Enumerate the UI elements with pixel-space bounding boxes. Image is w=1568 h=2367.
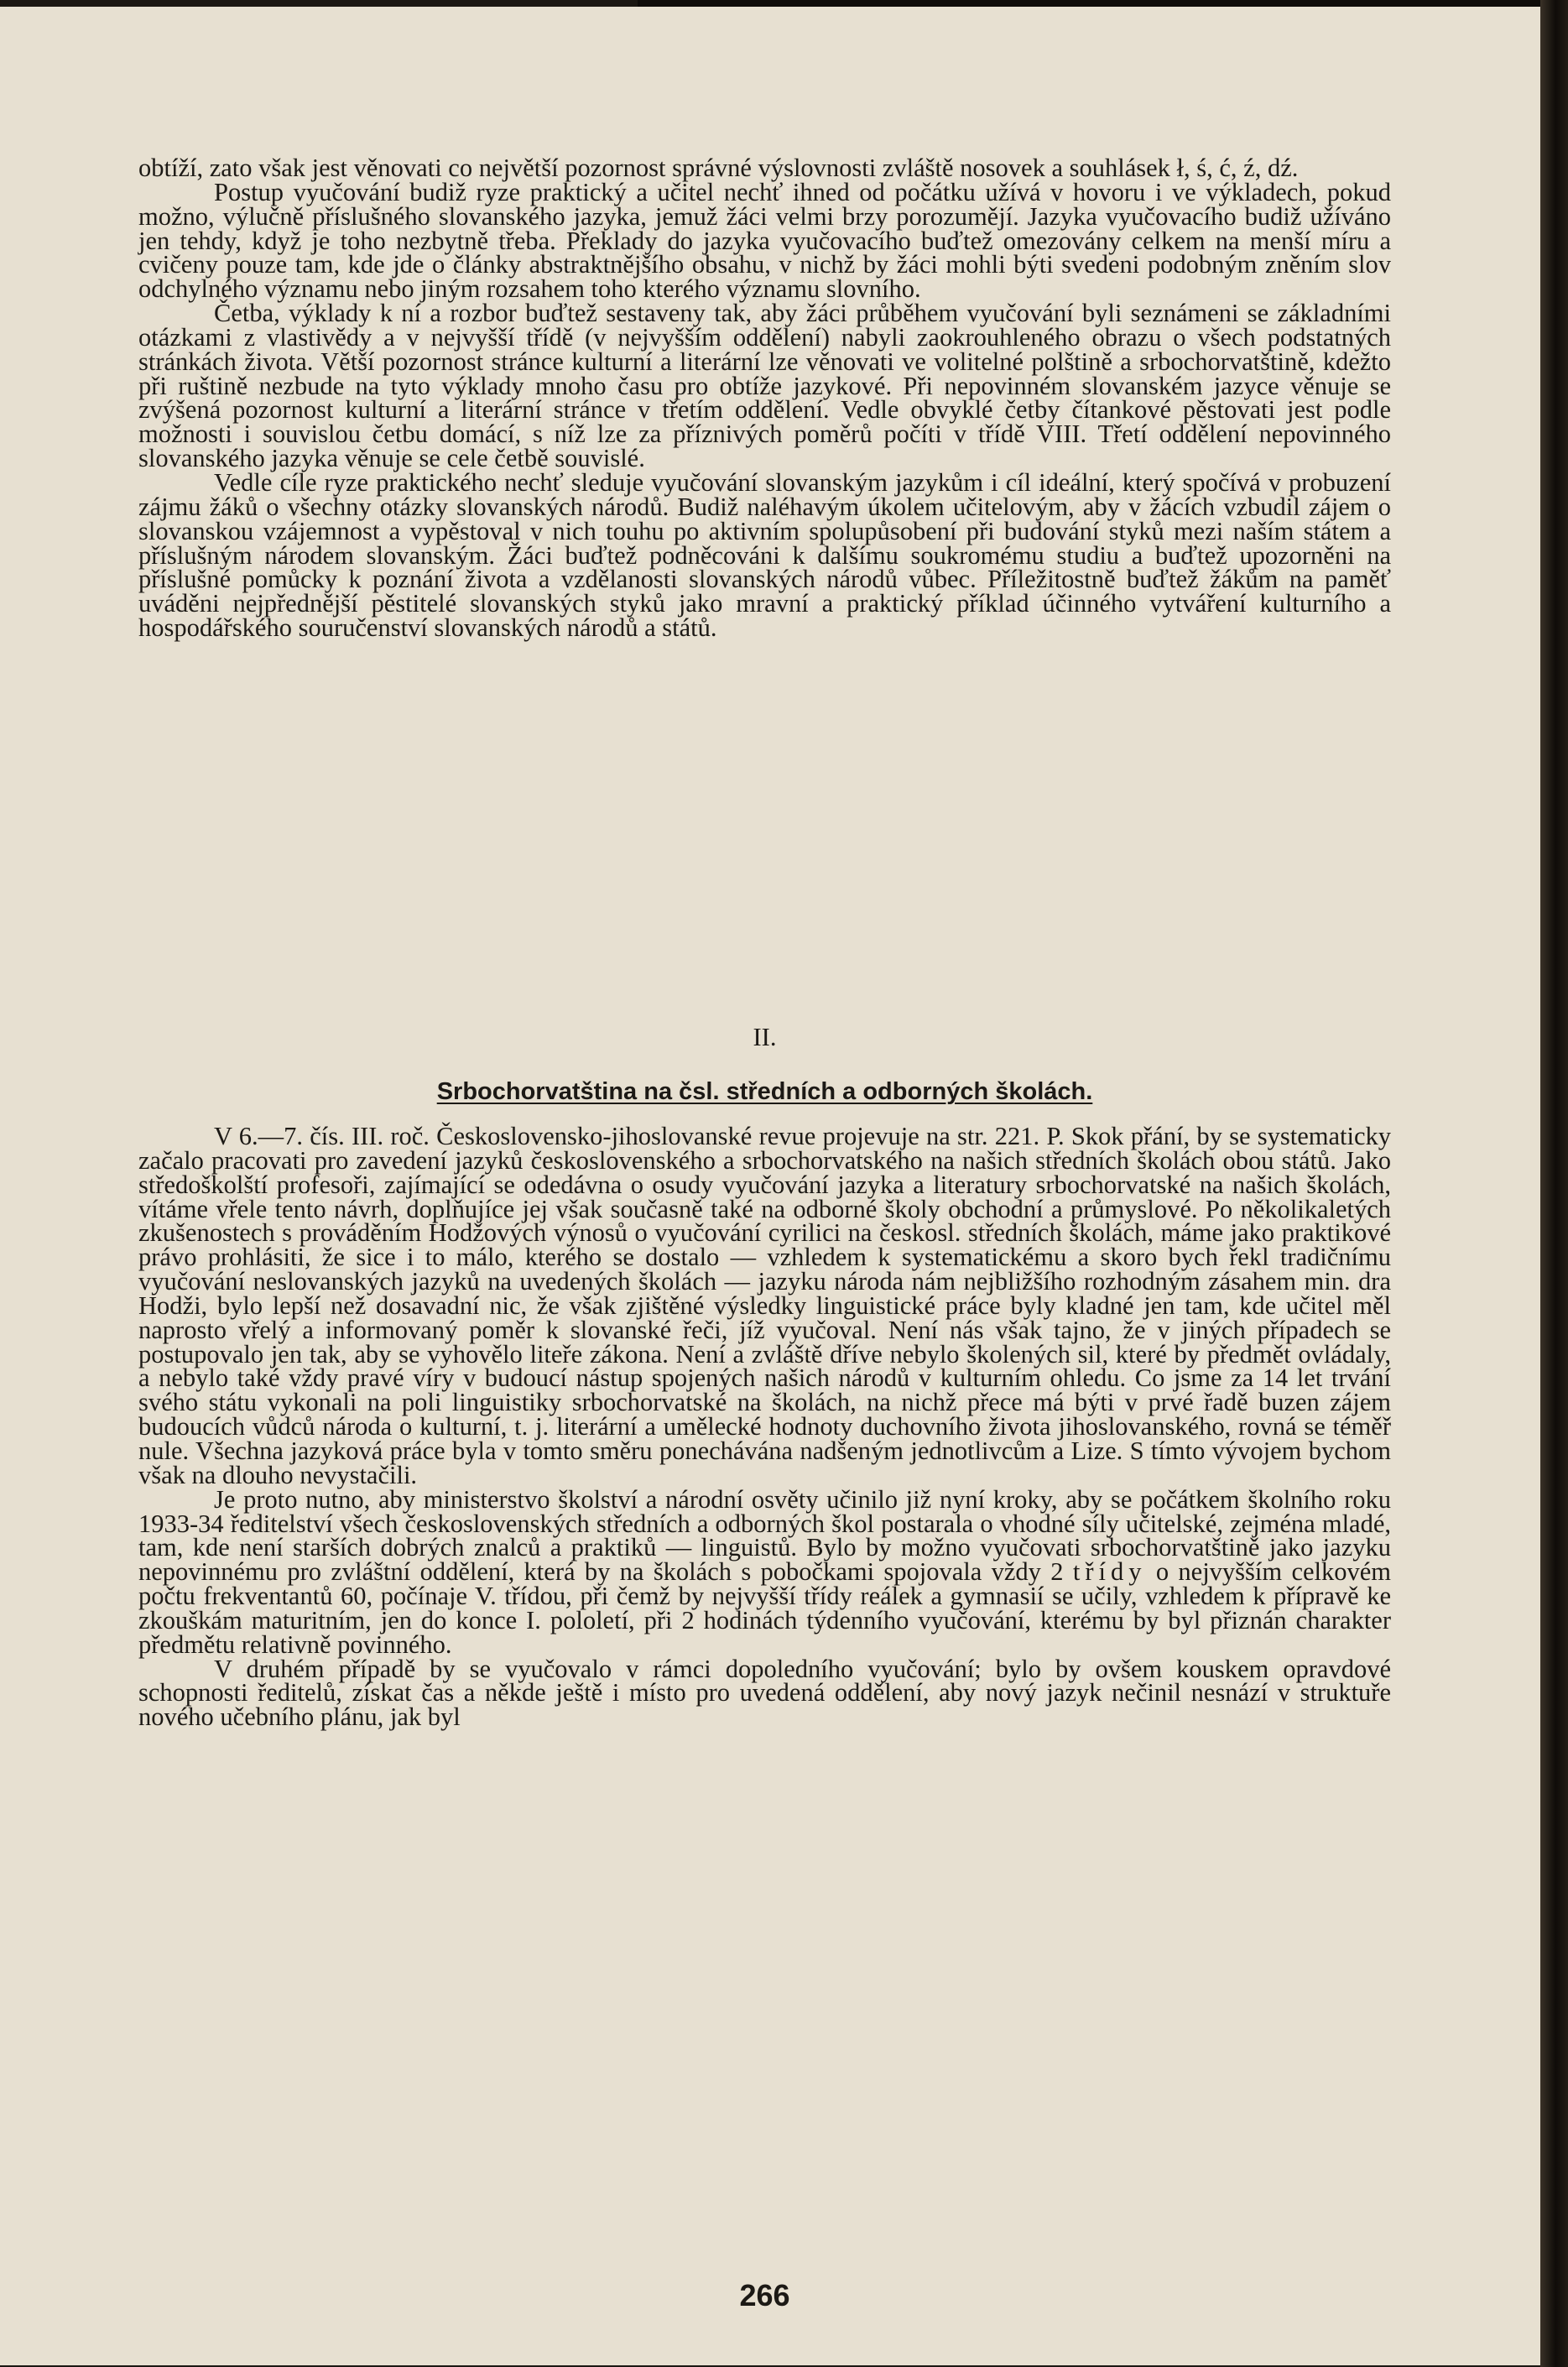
page bbox=[0, 7, 1540, 2365]
paragraph-text: o nejvyšším celkovém počtu frekventantů 60, počínaje V. třídou, při čemž by nejvyšší třídy reálek a gymnasií se učily, vzhledem k přípravě ke zkouškám maturitním, jen do konce I. pololetí, při 2 hodinách týdenního vyučování, kterému by byl přiznán charakter předmětu relativně povinného. bbox=[138, 1557, 1391, 1659]
section-2 bbox=[138, 1122, 1391, 1732]
paragraph: Vedle cíle ryze praktického nechť sleduje vyučování slovanským jazykům i cíl ideální, který spočívá v probuzení zájmu žáků o všechny otázky slovanských národů. Budiž naléhavým úkolem učitelovým, aby v žácích vzbudil zájem o slovanskou vzájemnost a vypěstoval v nich touhu po aktivním spolupůsobení při budování styků mezi naším státem a příslušným národem slovanským. Žáci buďtež podněcováni k dalšímu soukromému studiu a buďtež upozorněni na příslušné pomůcky k poznání života a vzdělanosti slovanských národů vůbec. Příležitostně buďtež žákům na paměť uváděni nejpřednější pěstitelé slovanských styků jako mravní a praktický příklad účinného vytváření kulturního a hospodářského souručenství slovanských národů a států. bbox=[138, 467, 1391, 643]
paragraph: Četba, výklady k ní a rozbor buďtež sestaveny tak, aby žáci průběhem vyučování byli seznámeni se základními otázkami z vlastivědy a v nejvyšší třídě (v nejvyšším oddělení) nabyli zaokrouhleného obrazu o všech podstatných stránkách života. Větší pozornost stránce kulturní a literární lze věnovati ve volitelné polštině a srbochorvatštině, kdežto při ruštině nezbude na tyto výklady mnoho času pro obtíže jazykové. Při nepovinném slovanském jazyce věnuje se zvýšená pozornost kulturní a literární stránce v třetím oddělení. Vedle obvyklé četby čítankové pěstovati jest podle možnosti i souvislou četbu domácí, s níž lze za příznivých poměrů počíti v třídě VIII. Třetí oddělení nepovinného slovanského jazyka věnuje se cele četbě souvislé. bbox=[138, 299, 1391, 473]
paragraph: V druhém případě by se vyučovalo v rámci dopoledního vyučování; bylo by ovšem kouskem opravdové schopnosti ředitelů, získat čas a někde ještě i místo pro uvedená oddělení, aby nový jazyk nečinil nesnází v struktuře nového učebního plánu, jak byl bbox=[138, 1654, 1391, 1732]
section-heading: Srbochorvatština na čsl. středních a odborných školách. bbox=[436, 1078, 1093, 1105]
section-number: II. bbox=[753, 1023, 777, 1051]
top-dark-strip bbox=[638, 0, 1540, 7]
paragraph: Postup vyučování budiž ryze praktický a učitel nechť ihned od počátku užívá v hovoru i ve výkladech, pokud možno, výlučně příslušného slovanského jazyka, jemuž žáci velmi brzy porozumějí. Jazyka vyučovacího budiž užíváno jen tehdy, když je toho nezbytně třeba. Překlady do jazyka vyučovacího buďtež omezovány celkem na menší míru a cvičeny pouze tam, kde jde o články abstraktnějšího obsahu, v nichž by žáci mohli býti svedeni podobným zněním slov odchylného významu nebo jiným rozsahem toho kterého významu slovního. bbox=[138, 177, 1391, 304]
spaced-word: třídy bbox=[1072, 1557, 1147, 1587]
paragraph: V 6.—7. čís. III. roč. Československo-jihoslovanské revue projevuje na str. 221. P. Skok přání, by se systematicky začalo pracovati pro zavedení jazyků československého a srbochorvatského na našich středních školách obou států. Jako středoškolští profesoři, zajímající se odedávna o osudy vyučování jazyka a literatury srbochorvatské na našich školách, vítáme vřele tento návrh, doplňujíce jej však současně také na odborné školy obchodní a průmyslové. Po několikaletých zkušenostech s prováděním Hodžových výnosů o vyučování cyrilici na českosl. středních školách, máme jako praktikové právo prohlásiti, že sice i to málo, kterého se dostalo — vzhledem k systematickému a skoro bych řekl tradičnímu vyučování neslovanských jazyků na uvedených školách — jazyku národa nám nejbližšího rozhodným zásahem min. dra Hodži, bylo lepší než dosavadní nic, že však zjištěné výsledky linguistické práce byly kladné jen tam, kde učitel měl naprosto vřelý a informovaný poměr k slovanské řeči, jíž vyučoval. Není nás však tajno, že v jiných případech se postupovalo jen tak, aby se vyhovělo liteře zákona. Není a zvláště dříve nebylo školených sil, které by předmět ovládaly, a nebylo také vždy pravé víry v budoucí nástup spojených našich národů v kulturním ohledu. Co jsme za 14 let trvání svého státu vykonali na poli linguistiky srbochorvatské na školách, na nichž přece má býti v prvé řadě buzen zájem budoucích vůdců národa o kulturní, t. j. literární a umělecké hodnoty duchovního života jihoslovanského, rovná se téměř nule. Všechna jazyková práce byla v tomto směru ponechávána nadšeným jednotlivcům a Lize. S tímto vývojem bychom však na dlouho nevystačili. bbox=[138, 1122, 1391, 1489]
section-1 bbox=[138, 154, 1391, 643]
page-number: 266 bbox=[739, 2278, 790, 2312]
paragraph-text: Je proto nutno, aby ministerstvo školství a národní osvěty učinilo již nyní kroky, aby se počátkem školního roku 1933-34 ředitelství všech československých středních a odborných škol postarala o vhodné síly učitelské, zejména mladé, tam, kde není starších dobrých znalců a praktiků — linguistů. Bylo by možno vyučovati srbochorvatštině jako jazyku nepovinnému pro zvláštní oddělení, která by na školách s pobočkami spojovala vždy 2 bbox=[138, 1484, 1391, 1587]
paragraph bbox=[138, 1484, 1391, 1659]
paragraph: obtíží, zato však jest věnovati co největší pozornost správné výslovnosti zvláště nosovek a souhlásek ł, ś, ć, ź, dź. bbox=[138, 154, 1299, 182]
binding-edge bbox=[1540, 0, 1568, 2367]
